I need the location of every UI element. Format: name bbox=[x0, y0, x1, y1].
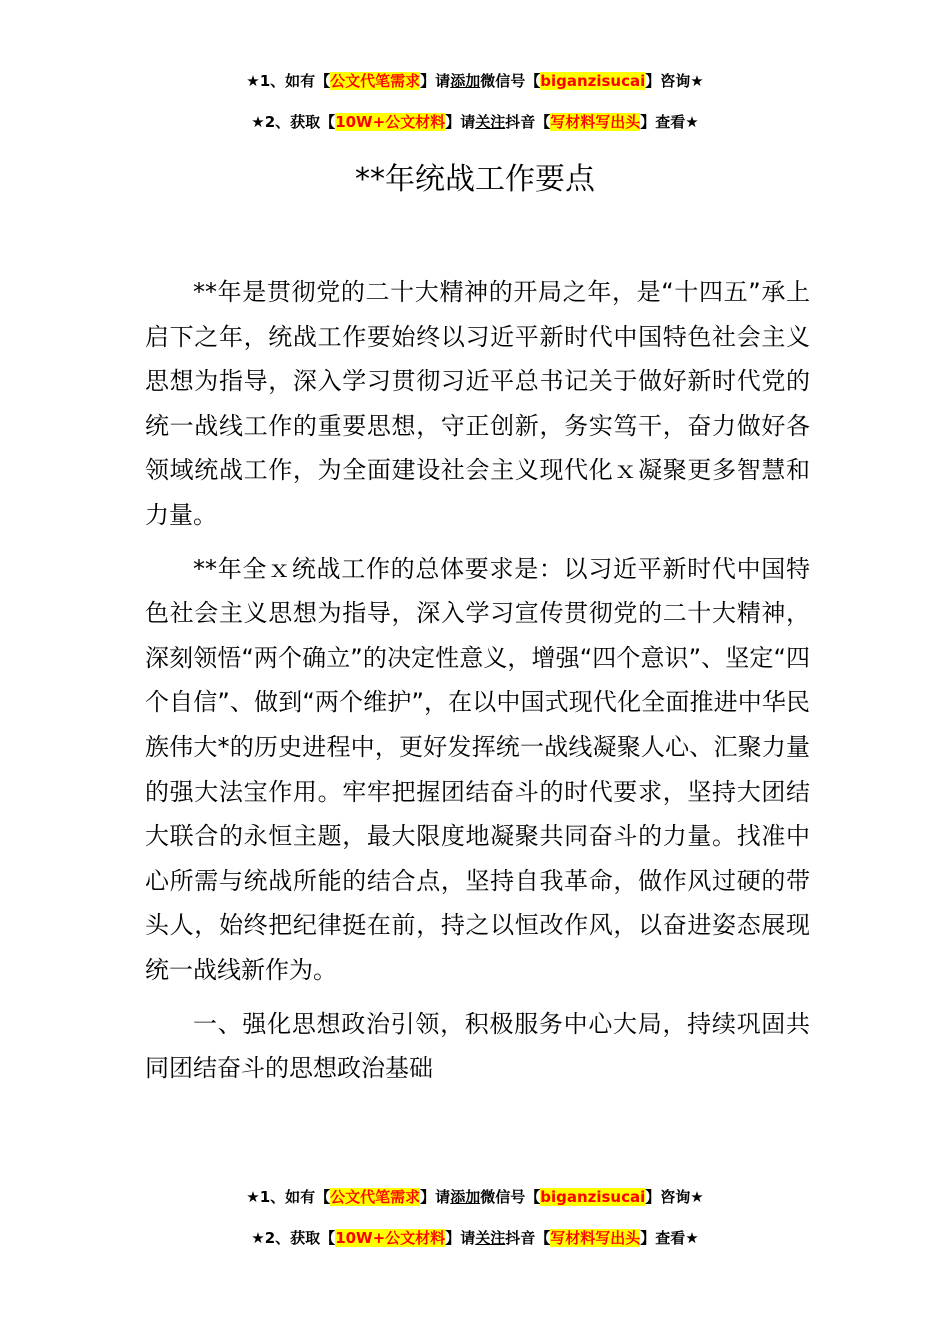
promo-text: ★2、获取【 bbox=[251, 1229, 336, 1247]
promo-highlight: 公文代笔需求 bbox=[330, 72, 421, 90]
document-title: **年统战工作要点 bbox=[355, 162, 595, 197]
promo-highlight: 公文代笔需求 bbox=[330, 1188, 421, 1206]
promo-text: ★1、如有【 bbox=[246, 1188, 331, 1206]
promo-text: 抖音【 bbox=[505, 113, 551, 131]
promo-wechat-id: biganzisucai bbox=[540, 72, 646, 90]
promo-text: 】请 bbox=[445, 113, 476, 131]
promo-underline: 添加 bbox=[450, 72, 481, 90]
promo-text: 微信号【 bbox=[480, 72, 541, 90]
promo-text: 微信号【 bbox=[480, 1188, 541, 1206]
promo-text: 】查看★ bbox=[640, 113, 699, 131]
header-promo-line-2 bbox=[0, 111, 950, 133]
section-heading: 一、强化思想政治引领，积极服务中心大局，持续巩固共同团结奋斗的思想政治基础 bbox=[145, 1009, 810, 1083]
promo-underline: 关注 bbox=[475, 1229, 506, 1247]
promo-highlight: 10W+公文材料 bbox=[335, 113, 446, 131]
promo-underline: 添加 bbox=[450, 1188, 481, 1206]
promo-text: 抖音【 bbox=[505, 1229, 551, 1247]
body-paragraph: **年全ｘ统战工作的总体要求是：以习近平新时代中国特色社会主义思想为指导，深入学习宣传贯彻党的二十大精神，深刻领悟“两个确立”的决定性意义，增强“四个意识”、坚定“四个自信”、做到“两个维护”，在以中国式现代化全面推进中华民族伟大*的历史进程中，更好发挥统一战线凝聚人心、汇聚力量的强大法宝作用。牢牢把握团结奋斗的时代要求，坚持大团结大联合的永恒主题，最大限度地凝聚共同奋斗的力量。找准中心所需与统战所能的结合点，坚持自我革命，做作风过硬的带头人，始终把纪律挺在前，持之以恒改作风，以奋进姿态展现统一战线新作为。 bbox=[145, 554, 810, 984]
footer-promo-line-2 bbox=[0, 1227, 950, 1249]
promo-text: 】请 bbox=[445, 1229, 476, 1247]
promo-underline: 关注 bbox=[475, 113, 506, 131]
promo-text: 】请 bbox=[420, 72, 451, 90]
header-promo-line-1 bbox=[0, 70, 950, 92]
promo-text: 】咨询★ bbox=[645, 72, 704, 90]
body-paragraph: **年是贯彻党的二十大精神的开局之年，是“十四五”承上启下之年，统战工作要始终以习近平新时代中国特色社会主义思想为指导，深入学习贯彻习近平总书记关于做好新时代党的统一战线工作的重要思想，守正创新，务实笃干，奋力做好各领域统战工作，为全面建设社会主义现代化ｘ凝聚更多智慧和力量。 bbox=[145, 278, 810, 529]
footer-promo-line-1 bbox=[0, 1186, 950, 1208]
promo-text: ★2、获取【 bbox=[251, 113, 336, 131]
promo-douyin-id: 写材料写出头 bbox=[550, 113, 641, 131]
document-body bbox=[145, 270, 810, 1100]
promo-text: ★1、如有【 bbox=[246, 72, 331, 90]
promo-text: 】咨询★ bbox=[645, 1188, 704, 1206]
promo-text: 】请 bbox=[420, 1188, 451, 1206]
promo-text: 】查看★ bbox=[640, 1229, 699, 1247]
promo-douyin-id: 写材料写出头 bbox=[550, 1229, 641, 1247]
promo-wechat-id: biganzisucai bbox=[540, 1188, 646, 1206]
promo-highlight: 10W+公文材料 bbox=[335, 1229, 446, 1247]
